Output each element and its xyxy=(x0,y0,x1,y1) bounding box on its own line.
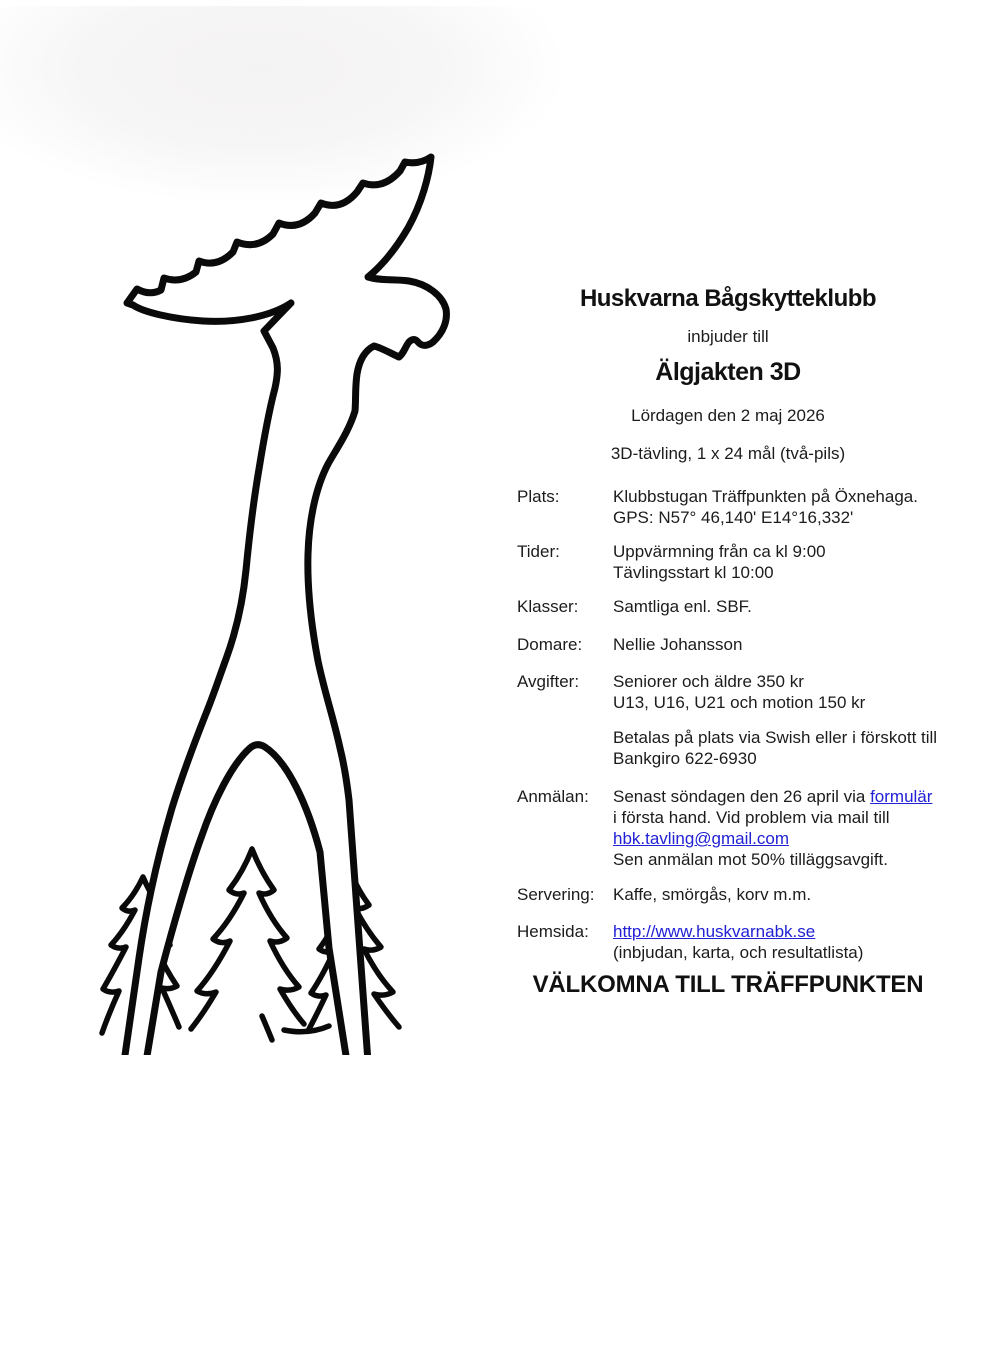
detail-value-servering: Kaffe, smörgås, korv m.m. xyxy=(613,885,812,904)
detail-row-avgifter xyxy=(517,671,987,769)
detail-label-domare: Domare: xyxy=(517,635,583,654)
anmalan-line-2: i första hand. Vid problem via mail till xyxy=(613,808,890,827)
email-link[interactable]: hbk.tavling@gmail.com xyxy=(613,829,789,848)
detail-row-klasser xyxy=(517,596,987,617)
anmalan-line-1-text: Senast söndagen den 26 april via xyxy=(613,787,871,806)
plats-line-1: Klubbstugan Träffpunkten på Öxnehaga. xyxy=(613,487,918,506)
detail-value-tider xyxy=(613,541,987,583)
detail-label-tider: Tider: xyxy=(517,542,560,561)
detail-value-domare: Nellie Johansson xyxy=(613,635,743,654)
avgifter-line-1: Seniorer och äldre 350 kr xyxy=(613,672,804,691)
detail-value-avgifter xyxy=(613,671,987,769)
moose-outline xyxy=(124,157,446,1055)
detail-row-domare xyxy=(517,634,987,655)
event-format-line: 3D-tävling, 1 x 24 mål (två-pils) xyxy=(610,444,846,463)
moose-illustration xyxy=(55,115,525,1055)
plats-line-2-gps: GPS: N57° 46,140' E14°16,332' xyxy=(613,508,854,527)
hemsida-line-1 xyxy=(613,921,987,942)
website-link[interactable]: http://www.huskvarnabk.se xyxy=(613,922,816,941)
detail-row-hemsida xyxy=(517,921,987,963)
middle-pine-tree xyxy=(191,849,329,1040)
anmalan-line-3 xyxy=(613,828,987,849)
detail-row-anmalan xyxy=(517,786,987,870)
event-date-line: Lördagen den 2 maj 2026 xyxy=(631,406,825,425)
detail-row-servering xyxy=(517,884,987,905)
avgifter-payment-line-2: Bankgiro 622-6930 xyxy=(613,749,757,768)
avgifter-payment-line-1: Betalas på plats via Swish eller i förskott till xyxy=(613,728,938,747)
detail-label-servering: Servering: xyxy=(517,885,595,904)
detail-label-klasser: Klasser: xyxy=(517,597,579,616)
club-name-heading: Huskvarna Bågskytteklubb xyxy=(579,285,877,312)
invite-line: inbjuder till xyxy=(687,327,769,346)
detail-value-anmalan xyxy=(613,786,987,870)
event-title: Älgjakten 3D xyxy=(655,358,801,386)
detail-value-klasser: Samtliga enl. SBF. xyxy=(613,597,752,616)
welcome-heading: VÄLKOMNA TILL TRÄFFPUNKTEN xyxy=(532,971,924,998)
detail-row-tider xyxy=(517,541,987,583)
anmalan-line-4: Sen anmälan mot 50% tilläggsavgift. xyxy=(613,850,888,869)
detail-label-plats: Plats: xyxy=(517,487,560,506)
detail-row-plats xyxy=(517,486,987,528)
signup-form-link[interactable]: formulär xyxy=(870,787,933,806)
avgifter-line-2: U13, U16, U21 och motion 150 kr xyxy=(613,693,866,712)
tider-line-2: Tävlingsstart kl 10:00 xyxy=(613,563,774,582)
detail-label-avgifter: Avgifter: xyxy=(517,672,580,691)
detail-label-anmalan: Anmälan: xyxy=(517,787,589,806)
anmalan-line-1 xyxy=(613,786,987,807)
hemsida-line-2: (inbjudan, karta, och resultatlista) xyxy=(613,943,864,962)
tider-line-1: Uppvärmning från ca kl 9:00 xyxy=(613,542,826,561)
detail-value-plats xyxy=(613,486,987,528)
detail-value-hemsida xyxy=(613,921,987,963)
detail-label-hemsida: Hemsida: xyxy=(517,922,589,941)
